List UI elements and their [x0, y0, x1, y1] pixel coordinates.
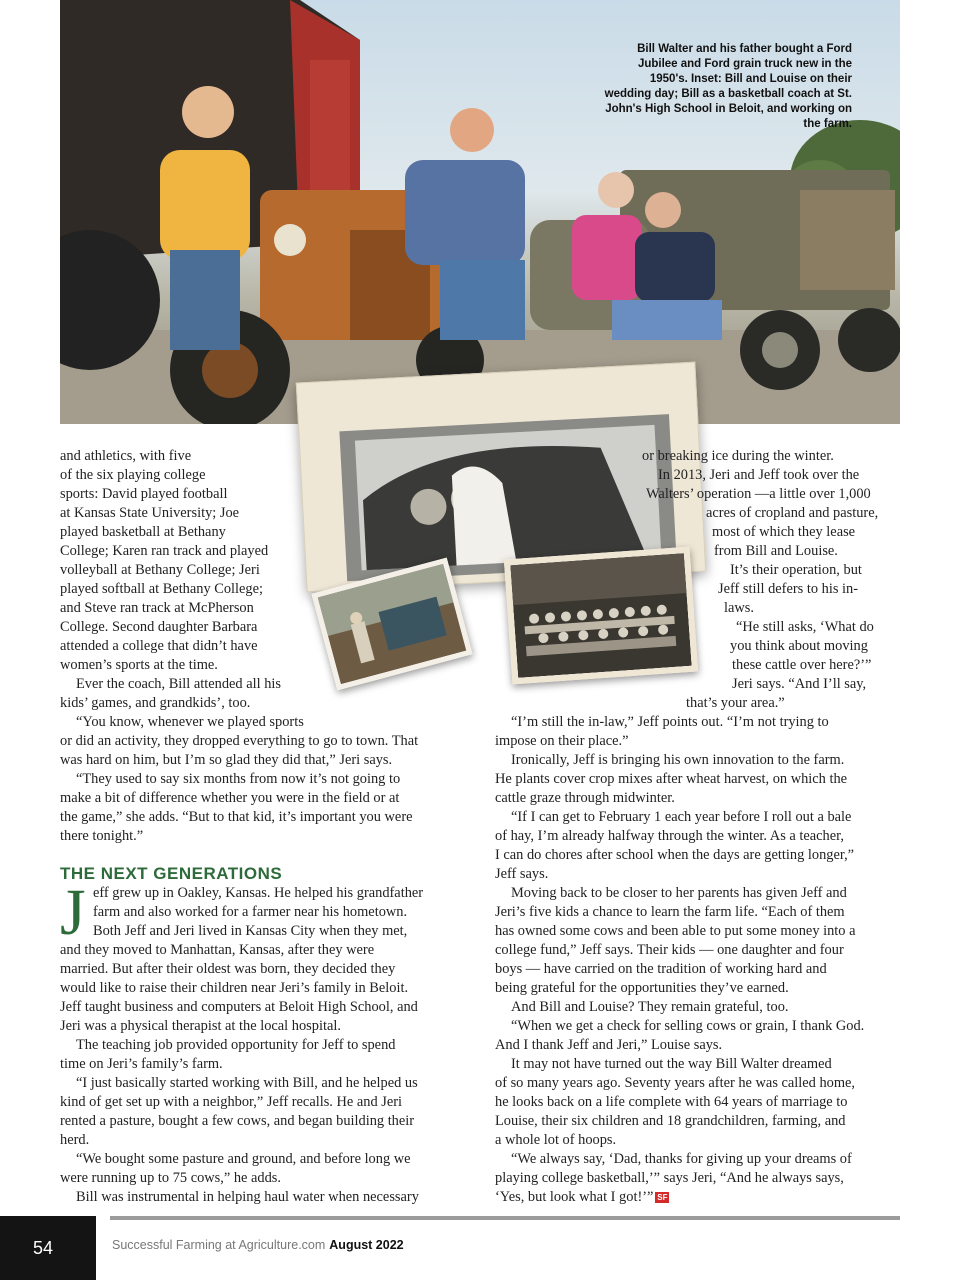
text-line: time on Jeri’s family’s farm.	[60, 1056, 223, 1072]
right-column-line	[732, 656, 871, 675]
text-line: and Steve ran track at McPherson	[60, 600, 254, 616]
right-column-line	[706, 504, 878, 523]
right-column-line	[732, 675, 866, 694]
right-column-line	[658, 466, 859, 485]
left-column-body	[60, 941, 419, 1207]
footer-publication: Successful Farming at Agriculture.com	[112, 1238, 326, 1252]
text-line: college fund,” Jeff says. Their kids — one daughter and four	[495, 942, 844, 958]
text-line: Jeri’s five kids a chance to learn the farm life. “Each of them	[495, 904, 845, 920]
text-line: Jeri says. “And I’ll say,	[732, 676, 867, 692]
right-column-line	[646, 485, 871, 504]
text-line: there tonight.”	[60, 828, 144, 844]
text-line: “I just basically started working with Bill, and he helped us	[76, 1075, 418, 1091]
left-column-intro	[60, 447, 418, 846]
section-heading: THE NEXT GENERATIONS	[60, 864, 283, 883]
text-line: kind of get set up with a neighbor,” Jeff recalls. He and Jeri	[60, 1094, 403, 1110]
text-line: And Bill and Louise? They remain grateful, too.	[511, 999, 789, 1015]
footer-issue: August 2022	[329, 1238, 404, 1252]
footer-rule	[110, 1216, 900, 1220]
right-column-line	[718, 580, 858, 599]
text-line: Moving back to be closer to her parents has given Jeff and	[511, 885, 847, 901]
text-line: has owned some cows and been able to put some money into a	[495, 923, 856, 939]
text-line: a whole lot of hoops.	[495, 1132, 617, 1148]
text-line: kids’ games, and grandkids’, too.	[60, 695, 251, 711]
text-line: played basketball at Bethany	[60, 524, 226, 540]
right-column-line	[714, 542, 838, 561]
text-line: Louise, their six children and 18 grandchildren, farming, and	[495, 1113, 846, 1129]
right-column-line	[730, 637, 868, 656]
text-line: It may not have turned out the way Bill Walter dreamed	[511, 1056, 832, 1072]
text-line: farm and also worked for a farmer near his hometown.	[93, 904, 408, 920]
right-column-line	[730, 561, 862, 580]
text-line: these cattle over here?’”	[732, 657, 872, 673]
text-line: He plants cover crop mixes after wheat harvest, on which the	[495, 771, 848, 787]
text-line: the game,” she adds. “But to that kid, it’s important you were	[60, 809, 413, 825]
text-line: that’s your area.”	[686, 695, 785, 711]
drop-cap: J	[60, 876, 86, 949]
text-line: Walters’ operation —a little over 1,000	[646, 486, 871, 502]
text-line: boys — have carried on the tradition of working hard and	[495, 961, 827, 977]
text-line: Jeff taught business and computers at Beloit High School, and	[60, 999, 418, 1015]
text-line: Jeri was a physical therapist at the local hospital.	[60, 1018, 341, 1034]
hero-photo-caption: Bill Walter and his father bought a Ford Jubilee and Ford grain truck new in the 1950's. Inset: Bill and Louise on their wedding day; Bill as a basketball coach at St. John's High School in Beloit, and working on the farm.	[604, 43, 852, 130]
text-line: from Bill and Louise.	[714, 543, 838, 559]
text-line: “You know, whenever we played sports	[76, 714, 304, 730]
text-line: Jeff still defers to his in-	[718, 581, 859, 597]
text-line: you think about moving	[730, 638, 868, 654]
text-line: College. Second daughter Barbara	[60, 619, 258, 635]
text-line: herd.	[60, 1132, 90, 1148]
text-line: of so many years ago. Seventy years after he was called home,	[495, 1075, 856, 1091]
text-line: or breaking ice during the winter.	[642, 448, 834, 464]
text-line: “When we get a check for selling cows or grain, I thank God.	[511, 1018, 865, 1034]
page-number: 54	[0, 1216, 96, 1280]
text-line: most of which they lease	[712, 524, 856, 540]
hero-photo	[60, 0, 900, 424]
text-line: rented a pasture, bought a few cows, and began building their	[60, 1113, 415, 1129]
left-column-dropcap-lines	[93, 884, 423, 941]
text-line: Ever the coach, Bill attended all his	[76, 676, 281, 692]
text-line: women’s sports at the time.	[60, 657, 218, 673]
right-column-line	[724, 599, 754, 618]
text-line: Jeff says.	[495, 866, 549, 882]
text-line: make a bit of difference whether you were in the field or at	[60, 790, 400, 806]
text-line: It’s their operation, but	[730, 562, 862, 578]
text-line: I can do chores after school when the days are getting longer,”	[495, 847, 855, 863]
right-column-line	[736, 618, 874, 637]
right-column-body	[495, 713, 864, 1207]
text-line: “He still asks, ‘What do	[736, 619, 874, 635]
text-line: attended a college that didn’t have	[60, 638, 258, 654]
text-line: acres of cropland and pasture,	[706, 505, 879, 521]
text-line: “If I can get to February 1 each year before I roll out a bale	[511, 809, 852, 825]
text-line: or did an activity, they dropped everything to go to town. That	[60, 733, 419, 749]
final-text: ‘Yes, but look what I got!’”	[495, 1189, 654, 1205]
text-line: And I thank Jeff and Jeri,” Louise says.	[495, 1037, 723, 1053]
text-line: of hay, I’m already halfway through the winter. As a teacher,	[495, 828, 844, 844]
text-line: cattle graze through midwinter.	[495, 790, 675, 806]
right-column-line	[642, 447, 834, 466]
text-line: The teaching job provided opportunity for Jeff to spend	[76, 1037, 396, 1053]
text-line: and athletics, with five	[60, 448, 192, 464]
text-line: College; Karen ran track and played	[60, 543, 269, 559]
text-line: playing college basketball,’” says Jeri, “And he always says,	[495, 1170, 844, 1186]
text-line: Bill was instrumental in helping haul water when necessary	[76, 1189, 419, 1205]
basketball-team-inset-photo	[504, 547, 698, 685]
text-line: “I’m still the in-law,” Jeff points out. “I’m not trying to	[511, 714, 829, 730]
sf-end-mark-icon: SF	[657, 1193, 668, 1202]
text-line: would like to raise their children near Jeri’s family in Beloit.	[60, 980, 409, 996]
right-column-line	[686, 694, 785, 713]
text-line: of the six playing college	[60, 467, 206, 483]
text-line: being grateful for the opportunities they’ve earned.	[495, 980, 789, 996]
right-column-line	[712, 523, 855, 542]
text-line: Both Jeff and Jeri lived in Kansas City when they met,	[93, 923, 408, 939]
footer-publication-line	[112, 1238, 404, 1252]
text-line: “We always say, ‘Dad, thanks for giving up your dreams of	[511, 1151, 852, 1167]
text-line: “We bought some pasture and ground, and before long we	[76, 1151, 411, 1167]
text-line: sports: David played football	[60, 486, 228, 502]
text-line: were running up to 75 cows,” he adds.	[60, 1170, 282, 1186]
text-line: at Kansas State University; Joe	[60, 505, 240, 521]
text-line: laws.	[724, 600, 754, 616]
text-line: and they moved to Manhattan, Kansas, after they were	[60, 942, 375, 958]
text-line: eff grew up in Oakley, Kansas. He helped his grandfather	[93, 885, 424, 901]
text-line: Ironically, Jeff is bringing his own innovation to the farm.	[511, 752, 845, 768]
text-line: impose on their place.”	[495, 733, 629, 749]
text-line: was hard on him, but I’m so glad they did that,” Jeri says.	[60, 752, 393, 768]
text-line: played softball at Bethany College;	[60, 581, 264, 597]
text-line: he looks back on a life complete with 64 years of marriage to	[495, 1094, 848, 1110]
text-line: In 2013, Jeri and Jeff took over the	[658, 467, 860, 483]
text-line-final	[495, 1188, 864, 1207]
text-line: volleyball at Bethany College; Jeri	[60, 562, 260, 578]
team-photo-illustration	[510, 553, 691, 678]
text-line: “They used to say six months from now it’s not going to	[76, 771, 401, 787]
text-line: married. But after their oldest was born, they decided they	[60, 961, 396, 977]
